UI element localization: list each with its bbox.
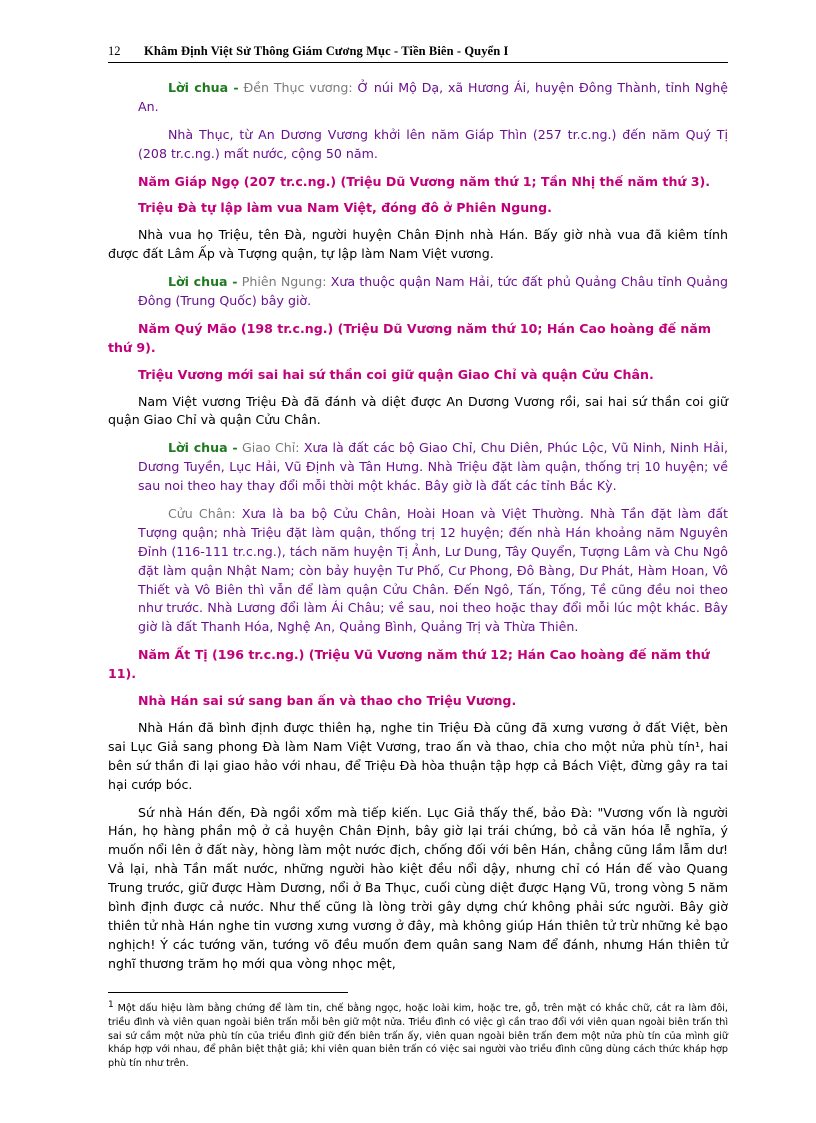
body-paragraph: Nam Việt vương Triệu Đà đã đánh và diệt được An Dương Vương rồi, sai hai sứ thần coi giữ quận Giao Chỉ và quận Cửu Chân. [108, 393, 728, 428]
annotation-paragraph [138, 79, 728, 117]
body-paragraph: Nhà vua họ Triệu, tên Đà, người huyện Chân Định nhà Hán. Bấy giờ nhà vua đã kiêm tính được đất Lâm Ấp và Tượng quận, tự lập làm Nam Việt vương. [108, 227, 728, 262]
section-heading: Nhà Hán sai sứ sang ban ấn và thao cho Triệu Vương. [138, 693, 517, 709]
annotation-paragraph [138, 439, 728, 496]
page-header [108, 44, 728, 59]
annotation-subject: Cửu Chân: [168, 506, 236, 522]
annotation-subject: Giao Chỉ: [241, 440, 300, 456]
annotation-paragraph [138, 126, 728, 164]
page-content [108, 44, 728, 1071]
section-heading: Triệu Vương mới sai hai sứ thần coi giữ quận Giao Chỉ và quận Cửu Chân. [138, 366, 654, 382]
body-paragraph: Sứ nhà Hán đến, Đà ngồi xổm mà tiếp kiến. Lục Giả thấy thế, bảo Đà: "Vương vốn là người Hán, họ hàng phần mộ ở cả huyện Chân Định, bây giờ lại trái chứng, bỏ cả văn hóa lễ nghĩa, ý muốn nổi lên ở đất này, hòng làm một nước địch, chống đối với bên Hán, chẳng cũng lầm lẫm dư! Vả lại, nhà Tần mất nước, những người hào kiệt đều nổi dậy, nhưng chỉ có Hán đế vào Quang Trung trước, giữ được Hàm Dương, nổi ở Ba Thục, cuối cùng diệt được Hạng Vũ, trong vòng 5 năm bình định được cả nước. Như thế cũng là lòng trời gây dựng chứ không phải sức người. Bây giờ thiên tử nhà Hán nghe tin vương xưng vương ở đây, mà không giúp Hán thiên tử trừ những kẻ bạo nghịch! Ý các tướng văn, tướng võ đều muốn đem quân sang Nam để đánh, nhưng Hán thiên tử nghĩ thương trăm họ mới qua vòng nhọc mệt, [108, 804, 728, 971]
footnote-marker: 1 [108, 999, 114, 1010]
header-divider [108, 62, 728, 63]
annotation-paragraph [138, 505, 728, 637]
document-body [108, 79, 728, 974]
body-paragraph: Nhà Hán đã bình định được thiên hạ, nghe tin Triệu Đà cũng đã xưng vương ở đất Việt, bèn sai Lục Giả sang phong Đà làm Nam Việt Vương, trao ấn và thao, chia cho một nửa phù tín¹, hai bên sứ thần đi lại giao hảo với nhau, để Triệu Đà hòa thuận tập hợp cả Bách Việt, đừng gây ra tai hại cướp bóc. [108, 719, 728, 792]
annotation-subject: Phiên Ngung: [241, 274, 327, 290]
annotation-text: Xưa là ba bộ Cửu Chân, Hoài Hoan và Việt Thường. Nhà Tần đặt làm đất Tượng quận; nhà Triệu đặt làm quận, thống trị 12 huyện; đến nhà Hán khoảng năm Nguyên Đỉnh (116-111 tr.c.ng.), tách năm huyện Tị Ảnh, Lư Dung, Tây Quyển, Tượng Lâm và Chu Ngô đặt làm quận Nhật Nam; còn bảy huyện Tư Phố, Cư Phong, Đô Bàng, Dư Phát, Hàm Hoan, Vô Thiết và Vô Biên thì vẫn để làm quận Cửu Chân. Đến Ngô, Tấn, Tống, Tề cũng đều noi theo như trước. Nhà Lương đổi làm Ái Châu; về sau, noi theo hoặc thay đổi mỗi lúc một khác. Bây giờ là đất Thanh Hóa, Nghệ An, Quảng Bình, Quảng Trị và Thừa Thiên. [138, 506, 728, 635]
page-number: 12 [108, 44, 121, 58]
annotation-text: Xưa là đất các bộ Giao Chỉ, Chu Diên, Phúc Lộc, Vũ Ninh, Ninh Hải, Dương Tuyền, Lục Hải, Vũ Định và Tân Hưng. Nhà Triệu đặt làm quận, thống trị 10 huyện; về sau noi theo hay thay đổi mỗi thời một khác. Bây giờ là đất các tỉnh Bắc Kỳ. [138, 440, 728, 494]
annotation-label: Lời chua - [168, 440, 238, 456]
year-heading: Năm Giáp Ngọ (207 tr.c.ng.) (Triệu Dũ Vương năm thứ 1; Tần Nhị thế năm thứ 3). [138, 173, 711, 189]
annotation-label: Lời chua - [168, 80, 239, 95]
header-title: Khâm Định Việt Sử Thông Giám Cương Mục - Tiền Biên - Quyển I [144, 44, 509, 58]
footnote-text: Một dấu hiệu làm bằng chứng để làm tin, chế bằng ngọc, hoặc loài kim, hoặc tre, gỗ, trên mặt có khắc chữ, cắt ra làm đôi, triều đình và viên quan ngoài biên trấn mỗi bên giữ một nửa. Triều đình có việc gì cần trao đổi với viên quan ngoài biên trấn thì sai sứ cầm một nửa phù tín của triều đình giữ đến biên trấn ấy, viên quan ngoài biên trấn đem một nửa phù tín của mình giữ kháp hợp với nhau, để phân biệt thật giả; khi viên quan biên trấn có việc sai người vào triều đình cũng dùng cách thức kháp hợp phù tín như trên. [108, 1002, 728, 1070]
section-heading: Triệu Đà tự lập làm vua Nam Việt, đóng đô ở Phiên Ngung. [138, 200, 552, 216]
year-heading: Năm Quý Mão (198 tr.c.ng.) (Triệu Dũ Vương năm thứ 10; Hán Cao hoàng đế năm thứ 9). [108, 320, 712, 355]
annotation-text: Ở núi Mộ Dạ, xã Hương Ái, huyện Đông Thành, tỉnh Nghệ An. [138, 80, 728, 114]
annotation-subject: Đền Thục vương: [243, 80, 353, 95]
footnote [108, 999, 728, 1072]
year-heading: Năm Ất Tị (196 tr.c.ng.) (Triệu Vũ Vương năm thứ 12; Hán Cao hoàng đế năm thứ 11). [108, 647, 710, 682]
annotation-paragraph [138, 273, 728, 311]
annotation-label: Lời chua - [168, 274, 238, 290]
annotation-text: Xưa thuộc quận Nam Hải, tức đất phủ Quảng Châu tỉnh Quảng Đông (Trung Quốc) bây giờ. [138, 274, 728, 309]
annotation-text: Nhà Thục, từ An Dương Vương khởi lên năm Giáp Thìn (257 tr.c.ng.) đến năm Quý Tị (208 tr.c.ng.) mất nước, cộng 50 năm. [138, 126, 728, 161]
footnote-divider [108, 992, 348, 993]
